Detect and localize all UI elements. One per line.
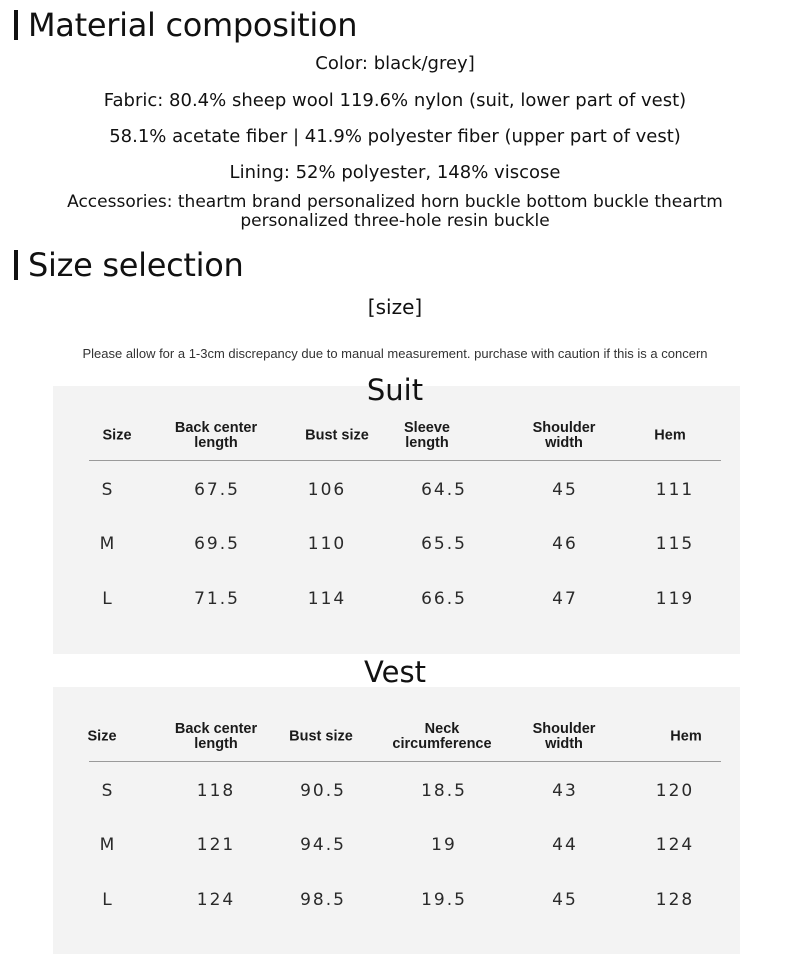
suit-table-panel: [53, 386, 740, 654]
size-selection-heading: [14, 246, 244, 284]
fabric-line-2: 58.1% acetate fiber | 41.9% polyester fiber (upper part of vest): [109, 126, 681, 147]
suit-cell-r0-c1: 67.5: [194, 480, 240, 500]
vest-cell-r1-c5: 124: [655, 835, 695, 855]
vest-header-0: Size: [87, 728, 117, 745]
size-selection-title: Size selection: [28, 246, 244, 284]
suit-cell-r2-c2: 114: [307, 589, 347, 609]
vest-cell-r1-c0: M: [99, 835, 117, 855]
suit-cell-r2-c0: L: [102, 589, 114, 609]
suit-cell-r1-c4: 46: [552, 534, 578, 554]
suit-cell-r0-c0: S: [101, 480, 115, 500]
vest-cell-r0-c2: 90.5: [300, 781, 346, 801]
suit-cell-r2-c1: 71.5: [194, 589, 240, 609]
vest-cell-r0-c5: 120: [655, 781, 695, 801]
suit-header-1: Back center length: [174, 420, 258, 451]
vest-cell-r0-c4: 43: [552, 781, 578, 801]
suit-header-4: Shoulder width: [532, 420, 596, 451]
material-composition-heading: [14, 6, 357, 44]
suit-size-table: [53, 386, 740, 654]
vest-header-3: Neck circumference: [392, 721, 492, 752]
vest-cell-r1-c2: 94.5: [300, 835, 346, 855]
vest-cell-r0-c1: 118: [196, 781, 236, 801]
vest-cell-r2-c4: 45: [552, 890, 578, 910]
accessories-line-2: personalized three-hole resin buckle: [240, 211, 550, 231]
vest-cell-r1-c1: 121: [196, 835, 236, 855]
vest-table-panel: [53, 687, 740, 954]
vest-header-2: Bust size: [289, 728, 353, 745]
size-subtitle: [size]: [367, 295, 423, 319]
vest-cell-r2-c2: 98.5: [300, 890, 346, 910]
suit-cell-r2-c3: 66.5: [421, 589, 467, 609]
material-title: Material composition: [28, 6, 358, 44]
suit-cell-r1-c0: M: [99, 534, 117, 554]
vest-cell-r1-c3: 19: [431, 835, 457, 855]
suit-cell-r1-c2: 110: [307, 534, 347, 554]
suit-cell-r1-c3: 65.5: [421, 534, 467, 554]
vest-table-title: Vest: [364, 655, 426, 689]
accessories-line-1: Accessories: theartm brand personalized horn buckle bottom buckle theartm: [67, 192, 723, 212]
vest-cell-r2-c5: 128: [655, 890, 695, 910]
suit-table-title: Suit: [366, 373, 424, 407]
vest-header-5: Hem: [670, 728, 702, 745]
suit-cell-r2-c4: 47: [552, 589, 578, 609]
suit-cell-r0-c4: 45: [552, 480, 578, 500]
suit-header-3: Sleeve length: [404, 420, 450, 451]
suit-header-2: Bust size: [305, 427, 369, 444]
vest-header-4: Shoulder width: [532, 721, 596, 752]
suit-header-5: Hem: [654, 427, 686, 444]
suit-cell-r0-c5: 111: [655, 480, 695, 500]
lining-line: Lining: 52% polyester, 148% viscose: [229, 162, 561, 183]
vest-cell-r2-c1: 124: [196, 890, 236, 910]
vest-header-divider: [89, 761, 721, 762]
vest-cell-r1-c4: 44: [552, 835, 578, 855]
suit-cell-r1-c5: 115: [655, 534, 695, 554]
suit-cell-r0-c2: 106: [307, 480, 347, 500]
suit-cell-r0-c3: 64.5: [421, 480, 467, 500]
suit-cell-r2-c5: 119: [655, 589, 695, 609]
vest-cell-r2-c0: L: [102, 890, 114, 910]
vest-size-table: [53, 687, 740, 954]
fabric-line: Fabric: 80.4% sheep wool 119.6% nylon (suit, lower part of vest): [103, 90, 687, 111]
suit-cell-r1-c1: 69.5: [194, 534, 240, 554]
heading-bar: [14, 10, 18, 40]
vest-cell-r0-c0: S: [101, 781, 115, 801]
measurement-note: Please allow for a 1-3cm discrepancy due to manual measurement. purchase with caution if this is a concern: [82, 346, 708, 361]
vest-cell-r2-c3: 19.5: [421, 890, 467, 910]
vest-header-1: Back center length: [174, 721, 258, 752]
vest-cell-r0-c3: 18.5: [421, 781, 467, 801]
color-line: Color: black/grey]: [315, 53, 475, 74]
suit-header-divider: [89, 460, 721, 461]
heading-bar: [14, 250, 18, 280]
suit-header-0: Size: [102, 427, 132, 444]
